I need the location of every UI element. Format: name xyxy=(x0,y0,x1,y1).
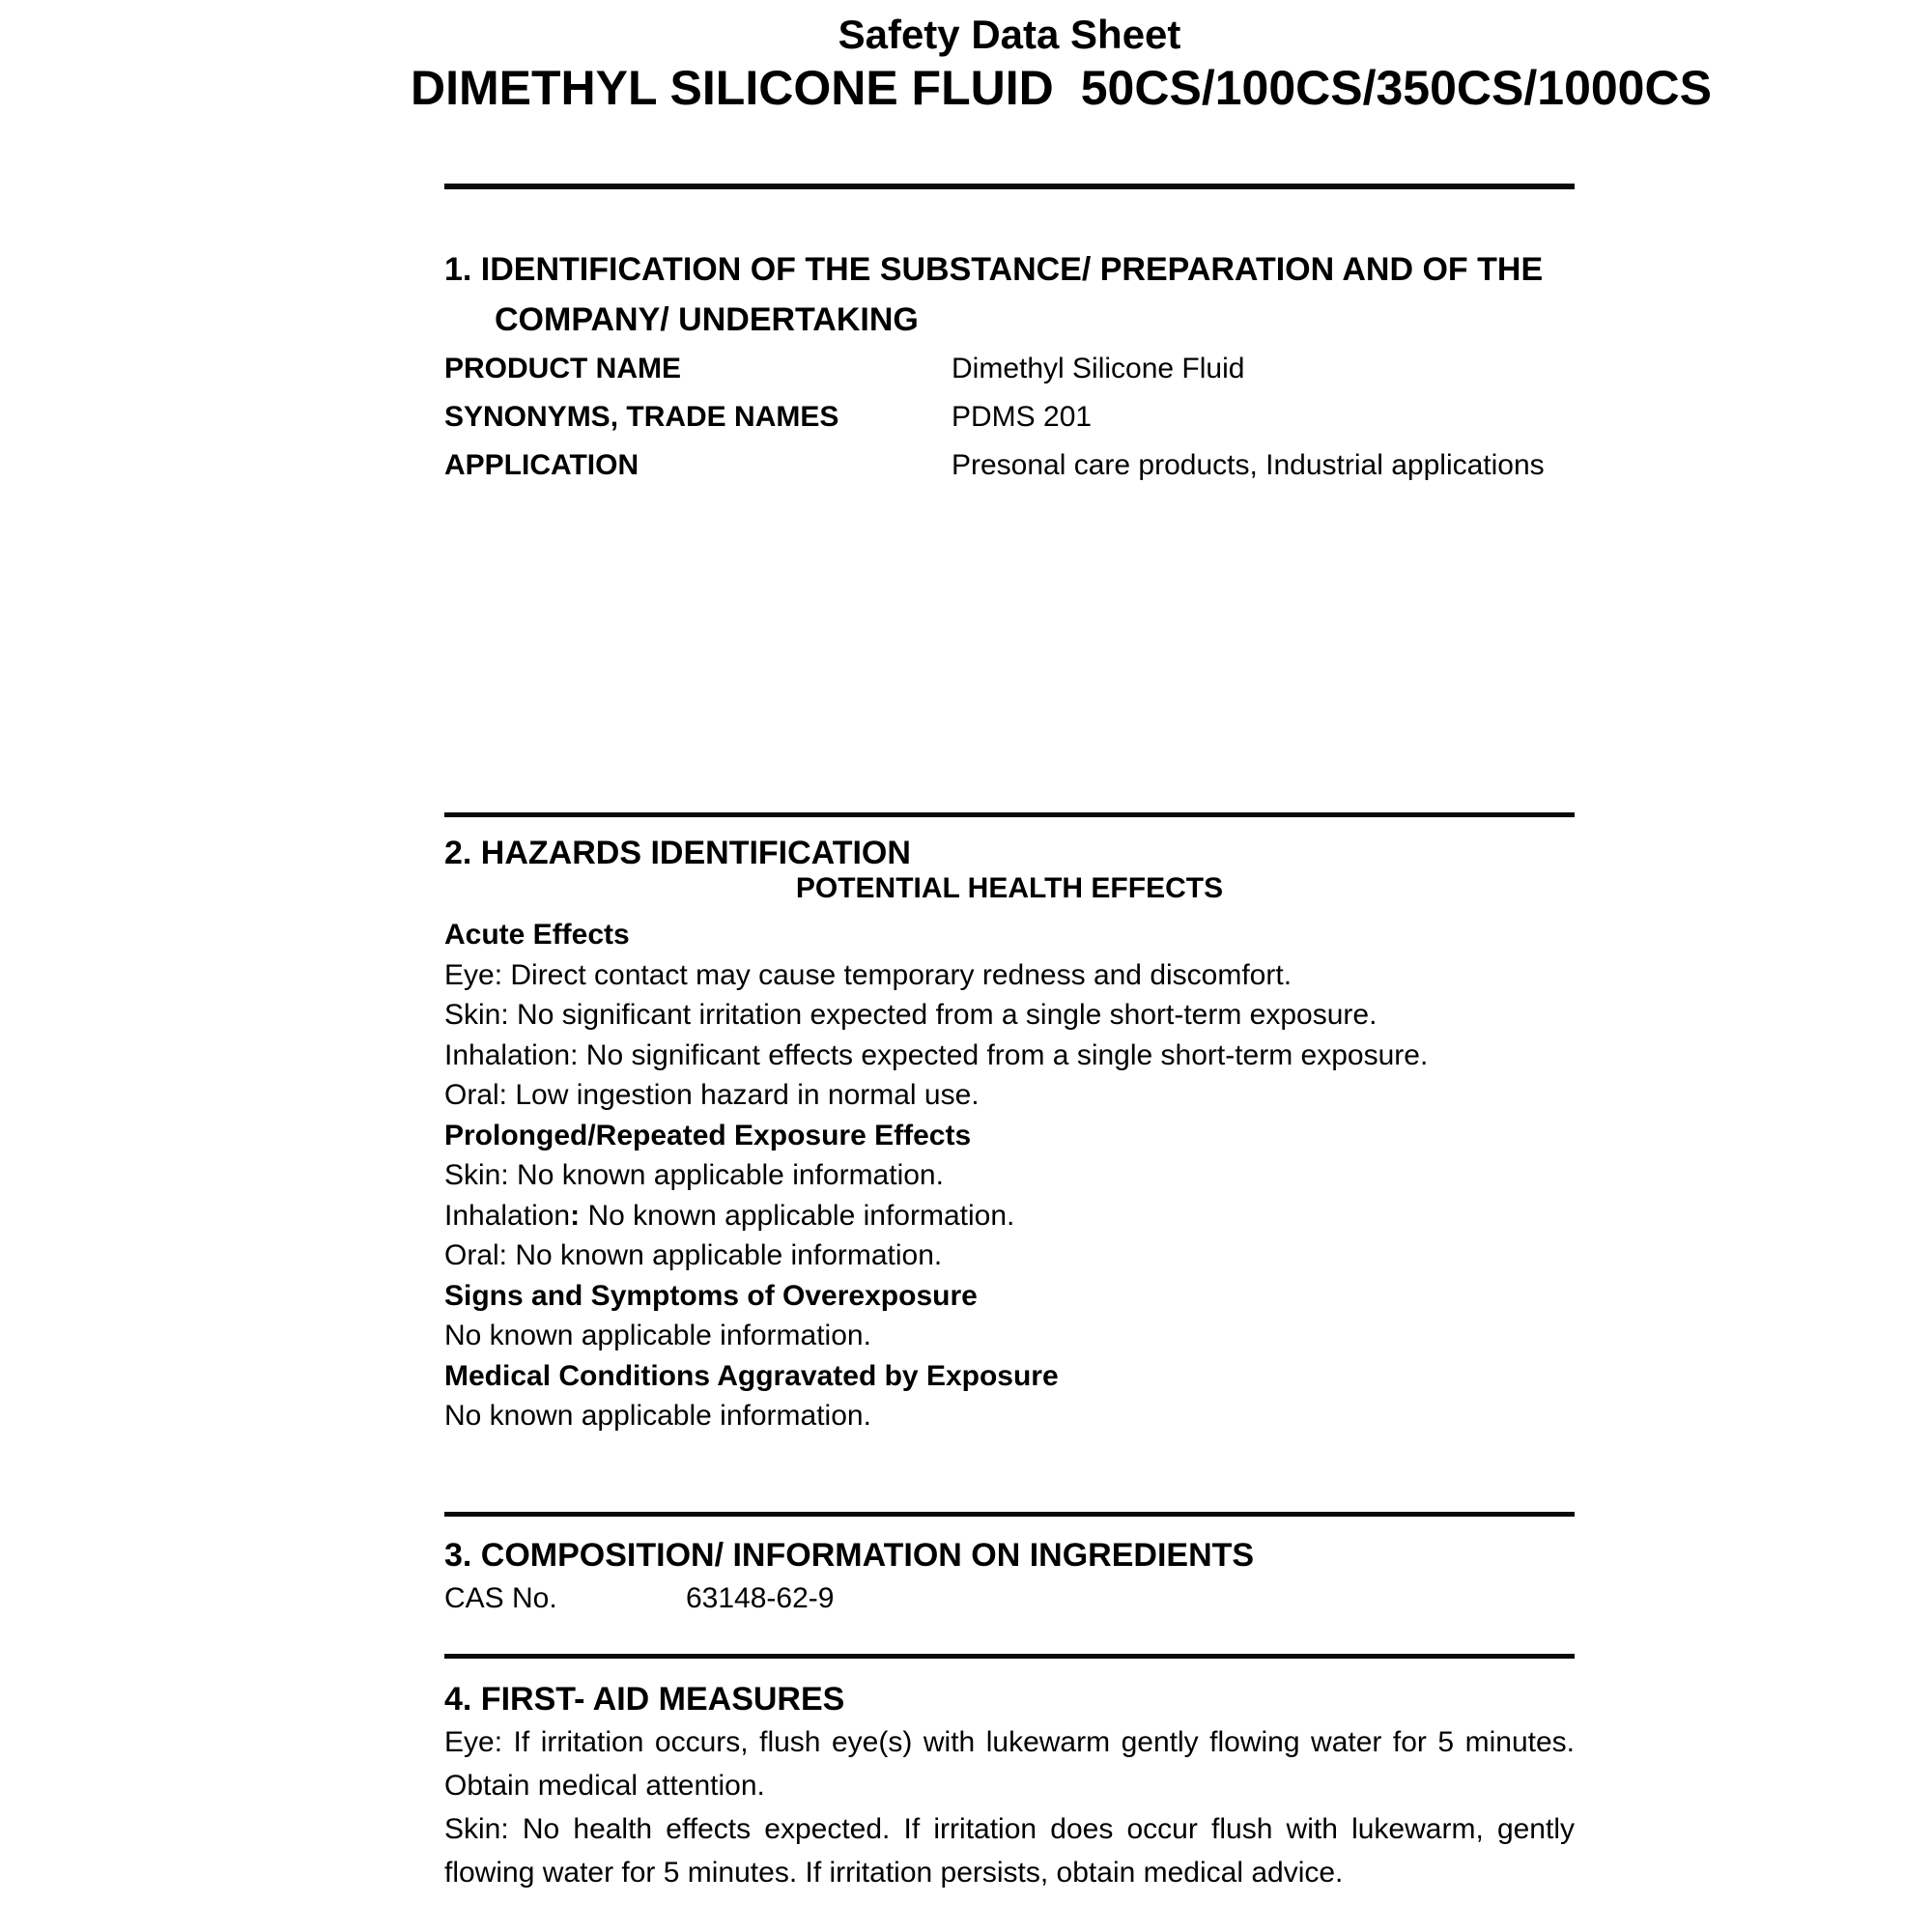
prolonged-inhalation-line xyxy=(444,1196,1579,1236)
divider-rule xyxy=(444,1512,1575,1517)
divider-rule xyxy=(444,184,1575,189)
application-value: Presonal care products, Industrial applications xyxy=(952,449,1545,481)
divider-rule xyxy=(444,812,1575,817)
cas-row xyxy=(444,1582,1575,1615)
prolonged-effects-heading: Prolonged/Repeated Exposure Effects xyxy=(444,1119,972,1151)
medical-conditions-heading: Medical Conditions Aggravated by Exposure xyxy=(444,1359,1059,1392)
section1-heading xyxy=(444,244,1642,345)
section4-heading: 4. FIRST- AID MEASURES xyxy=(444,1681,845,1718)
product-title xyxy=(411,60,1712,116)
acute-effects-heading: Acute Effects xyxy=(444,919,630,951)
divider-rule xyxy=(444,1654,1575,1659)
product-title-grades: 50CS/100CS/350CS/1000CS xyxy=(1080,61,1712,115)
section1-fields xyxy=(444,353,1642,497)
acute-eye-line: Eye: Direct contact may cause temporary redness and discomfort. xyxy=(444,958,1293,991)
medical-conditions-line: No known applicable information. xyxy=(444,1400,871,1432)
acute-inhalation-line: Inhalation: No significant effects expected from a single short-term exposure. xyxy=(444,1038,1429,1071)
product-name-value: Dimethyl Silicone Fluid xyxy=(952,353,1245,384)
product-title-name: DIMETHYL SILICONE FLUID xyxy=(411,61,1054,115)
section2-body xyxy=(444,915,1579,1436)
prolonged-skin-line: Skin: No known applicable information. xyxy=(444,1159,944,1191)
field-row-synonyms xyxy=(444,401,1642,449)
cas-value: 63148-62-9 xyxy=(686,1582,835,1614)
section2-heading: 2. HAZARDS IDENTIFICATION xyxy=(444,835,911,871)
product-name-label: PRODUCT NAME xyxy=(444,353,681,384)
prolonged-inhalation-colon: : xyxy=(570,1199,581,1232)
prolonged-inhalation-word: Inhalation xyxy=(444,1199,571,1232)
acute-oral-line: Oral: Low ingestion hazard in normal use. xyxy=(444,1079,980,1111)
section1-heading-line1: 1. IDENTIFICATION OF THE SUBSTANCE/ PREPARATION AND OF THE xyxy=(444,251,1544,288)
acute-skin-line: Skin: No significant irritation expected from a single short-term exposure. xyxy=(444,999,1378,1031)
prolonged-oral-line: Oral: No known applicable information. xyxy=(444,1239,943,1271)
firstaid-skin-paragraph: Skin: No health effects expected. If irritation does occur flush with lukewarm, gently flowing water for 5 minutes. If irritation persists, obtain medical advice. xyxy=(444,1813,1575,1889)
section1-heading-line2: COMPANY/ UNDERTAKING xyxy=(495,301,919,338)
firstaid-eye-paragraph: Eye: If irritation occurs, flush eye(s) with lukewarm gently flowing water for 5 minutes. Obtain medical attention. xyxy=(444,1726,1575,1802)
section3-heading: 3. COMPOSITION/ INFORMATION ON INGREDIENTS xyxy=(444,1537,1255,1574)
synonyms-value: PDMS 201 xyxy=(952,401,1093,433)
section2-subheading: POTENTIAL HEALTH EFFECTS xyxy=(795,872,1224,904)
synonyms-label: SYNONYMS, TRADE NAMES xyxy=(444,401,839,433)
document-title: Safety Data Sheet xyxy=(838,12,1181,57)
field-row-product-name xyxy=(444,353,1642,401)
section4-body xyxy=(444,1720,1575,1894)
signs-symptoms-heading: Signs and Symptoms of Overexposure xyxy=(444,1279,978,1312)
cas-label: CAS No. xyxy=(444,1582,557,1614)
prolonged-inhalation-text: No known applicable information. xyxy=(580,1199,1015,1232)
signs-symptoms-line: No known applicable information. xyxy=(444,1320,871,1351)
field-row-application xyxy=(444,449,1642,497)
application-label: APPLICATION xyxy=(444,449,639,481)
